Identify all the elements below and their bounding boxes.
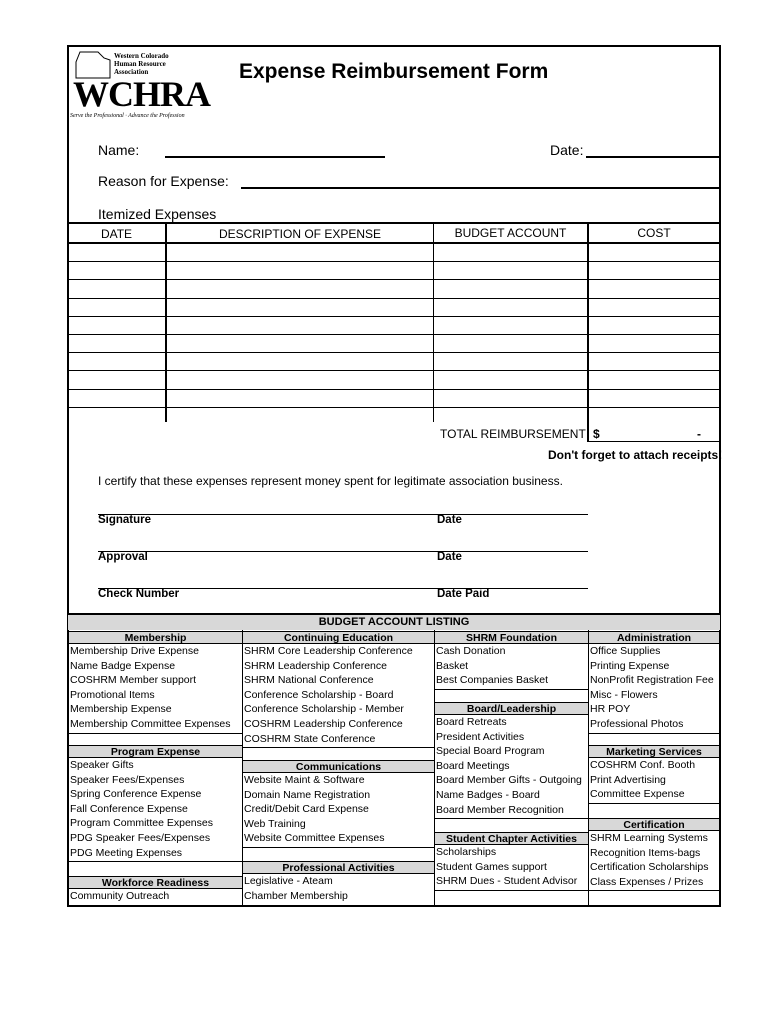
budget-item: Committee Expense [590,788,685,801]
budget-item: PDG Speaker Fees/Expenses [70,832,211,844]
budget-item: Website Maint & Software [244,774,365,786]
budget-item: Board Meetings [436,759,510,772]
logo-org-line2: Human Resource Association [114,60,166,76]
date-label: Date: [550,142,584,158]
table-row[interactable] [68,261,720,262]
category-header-student: Student Chapter Activities [434,832,589,845]
budget-listing-title: BUDGET ACCOUNT LISTING [68,615,720,630]
budget-item: Domain Name Registration [244,788,371,801]
budget-item: Cash Donation [436,645,506,657]
budget-item: Spring Conference Expense [70,788,202,801]
logo-tagline: Serve the Professional · Advance the Profession [70,113,185,119]
budget-item: NonProfit Registration Fee [590,674,714,687]
category-header-continuing: Continuing Education [242,631,435,644]
table-row[interactable] [68,316,720,317]
table-row[interactable] [68,334,720,335]
check-number-label: Check Number [98,588,180,600]
col-header-budget-account: BUDGET ACCOUNT [454,226,567,240]
itemized-label: Itemized Expenses [98,206,217,222]
approval-label: Approval [98,551,148,563]
budget-item: HR POY [590,703,631,716]
category-header-marketing: Marketing Services [588,745,720,758]
col-header-date: DATE [100,227,133,241]
category-header-certification: Certification [588,818,720,831]
budget-item: COSHRM Leadership Conference [244,718,403,730]
budget-item: Name Badges - Board [436,789,540,801]
approval-line[interactable] [98,551,588,552]
budget-item: Community Outreach [70,890,170,902]
budget-item: SHRM Dues - Student Advisor [436,875,578,888]
total-reimbursement-label: TOTAL REIMBURSEMENT [440,427,586,441]
budget-item: Board Member Gifts - Outgoing [436,774,582,787]
budget-item: Speaker Gifts [70,759,134,771]
table-row[interactable] [68,298,720,299]
budget-item: Office Supplies [590,645,661,657]
budget-item: SHRM Core Leadership Conference [244,645,413,657]
budget-item: SHRM National Conference [244,674,374,687]
reason-label: Reason for Expense: [98,173,229,189]
budget-item: Misc - Flowers [590,688,658,701]
signature-line[interactable] [98,514,588,515]
total-value: - [697,427,701,441]
budget-item: Conference Scholarship - Board [244,688,394,701]
budget-item: Promotional Items [70,688,155,701]
page-title: Expense Reimbursement Form [239,60,549,83]
approval-date-label: Date [437,551,462,563]
budget-item: COSHRM Member support [70,674,197,687]
wchra-logo [70,48,210,124]
budget-item: Membership Expense [70,703,172,716]
date-field[interactable] [586,156,720,158]
budget-item: Credit/Debit Card Expense [244,803,369,816]
budget-item: Web Training [244,817,306,830]
budget-item: Membership Drive Expense [70,645,199,657]
budget-item: Basket [436,659,469,672]
budget-item: Recognition Items-bags [590,846,701,859]
budget-item: Printing Expense [590,659,670,672]
budget-item: Speaker Fees/Expenses [70,773,185,786]
signature-label: Signature [98,514,152,526]
certify-statement: I certify that these expenses represent money spent for legitimate association business. [98,474,563,488]
receipts-reminder: Don't forget to attach receipts! [548,448,723,462]
col-header-cost: COST [637,226,671,240]
budget-item: Professional Photos [590,718,684,730]
budget-item: Print Advertising [590,773,666,786]
budget-item: Website Committee Expenses [244,832,385,845]
table-row[interactable] [68,370,720,371]
category-header-professional: Professional Activities [242,861,435,874]
budget-item: Name Badge Expense [70,659,176,672]
budget-item: Board Retreats [436,716,507,728]
table-row[interactable] [68,389,720,390]
budget-item: Certification Scholarships [590,861,709,874]
budget-item: Special Board Program [436,745,545,758]
date-paid-label: Date Paid [437,588,490,600]
budget-item: COSHRM State Conference [244,732,376,745]
budget-item: Best Companies Basket [436,674,549,687]
budget-item: President Activities [436,730,525,743]
budget-item: Student Games support [436,860,547,873]
category-header-communications: Communications [242,760,435,773]
budget-item: COSHRM Conf. Booth [590,759,696,771]
category-header-foundation: SHRM Foundation [434,631,589,644]
budget-item: Scholarships [436,846,497,858]
budget-item: Class Expenses / Prizes [590,875,704,888]
category-header-membership: Membership [68,631,243,644]
budget-item: Fall Conference Expense [70,802,188,815]
category-header-workforce: Workforce Readiness [68,876,243,889]
budget-item: Membership Committee Expenses [70,718,231,730]
logo-acronym: WCHRA [73,74,210,114]
name-field[interactable] [165,156,385,158]
total-currency: $ [593,427,600,441]
budget-item: Program Committee Expenses [70,817,213,830]
budget-item: Chamber Membership [244,889,348,902]
table-row[interactable] [68,407,720,408]
table-row[interactable] [68,279,720,280]
reason-field[interactable] [241,187,720,189]
budget-item: PDG Meeting Expenses [70,846,183,859]
category-header-program: Program Expense [68,745,243,758]
budget-item: Conference Scholarship - Member [244,703,404,716]
budget-item: SHRM Leadership Conference [244,659,387,672]
signature-date-label: Date [437,514,462,526]
table-row[interactable] [68,352,720,353]
col-header-description: DESCRIPTION OF EXPENSE [218,227,382,241]
budget-item: Board Member Recognition [436,803,564,816]
category-header-board: Board/Leadership [434,702,589,715]
budget-item: Legislative - Ateam [244,875,333,887]
category-header-admin: Administration [588,631,720,644]
name-label: Name: [98,142,140,158]
logo-org-line1: Western Colorado [114,52,169,60]
budget-item: SHRM Learning Systems [590,832,708,844]
